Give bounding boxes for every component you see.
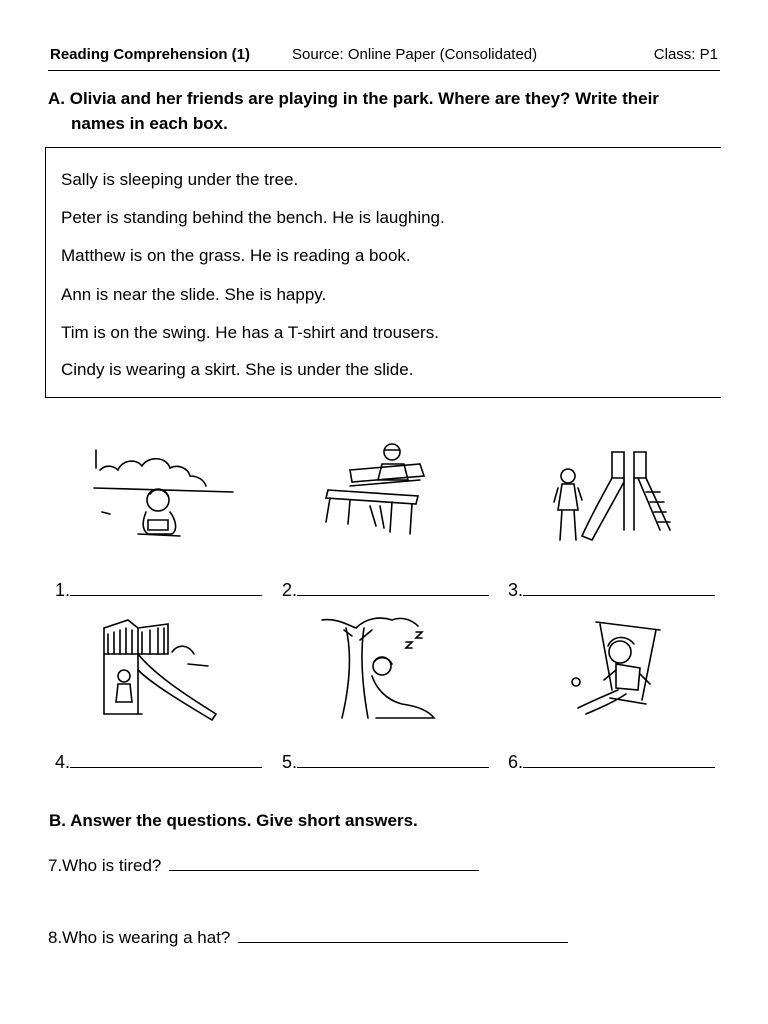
question-8-answer-line[interactable] <box>238 941 568 943</box>
girl-under-playground-slide-icon <box>98 614 223 724</box>
passage-sentence: Matthew is on the grass. He is reading a book. <box>61 246 411 265</box>
question-8 <box>48 928 568 948</box>
answer-line[interactable] <box>70 594 262 596</box>
worksheet-title: Reading Comprehension (1) <box>50 46 251 63</box>
answer-blank-1[interactable] <box>55 580 262 601</box>
section-b-heading: B. Answer the questions. Give short answers. <box>49 811 418 830</box>
worksheet-class: Class: P1 <box>653 46 718 63</box>
answer-blank-2[interactable] <box>282 580 489 601</box>
answer-number: 6. <box>508 752 524 772</box>
passage-sentence: Ann is near the slide. She is happy. <box>61 285 327 304</box>
answer-line[interactable] <box>297 766 489 768</box>
question-7 <box>48 856 479 876</box>
answer-number: 5. <box>282 752 298 772</box>
passage-sentence: Sally is sleeping under the tree. <box>61 170 299 189</box>
answer-line[interactable] <box>297 594 489 596</box>
question-7-answer-line[interactable] <box>169 869 479 871</box>
section-a-line1: A. Olivia and her friends are playing in the park. Where are they? Write their <box>48 89 659 108</box>
answer-number: 4. <box>55 752 71 772</box>
answer-blank-5[interactable] <box>282 752 489 773</box>
girl-near-slide-icon <box>548 444 673 544</box>
section-a-instructions <box>48 86 708 136</box>
question-8-text: 8.Who is wearing a hat? <box>48 928 231 947</box>
answer-number: 1. <box>55 580 71 600</box>
boy-reading-on-grass-icon <box>88 442 238 542</box>
answer-number: 3. <box>508 580 524 600</box>
girl-sleeping-under-tree-icon <box>316 614 441 724</box>
boy-on-swing-icon <box>560 614 670 724</box>
worksheet-source: Source: Online Paper (Consolidated) <box>292 46 538 63</box>
question-7-text: 7.Who is tired? <box>48 856 162 875</box>
passage-sentence: Peter is standing behind the bench. He is laughing. <box>61 208 445 227</box>
section-a-line2: names in each box. <box>71 114 228 133</box>
answer-blank-4[interactable] <box>55 752 262 773</box>
answer-line[interactable] <box>70 766 262 768</box>
answer-line[interactable] <box>523 766 715 768</box>
answer-line[interactable] <box>523 594 715 596</box>
boy-behind-bench-icon <box>320 440 430 545</box>
answer-number: 2. <box>282 580 298 600</box>
passage-sentence: Tim is on the swing. He has a T-shirt and trousers. <box>61 323 439 342</box>
page-header <box>48 44 720 71</box>
passage-sentence: Cindy is wearing a skirt. She is under the slide. <box>61 360 414 379</box>
reading-passage-box <box>45 147 721 398</box>
answer-blank-3[interactable] <box>508 580 715 601</box>
answer-blank-6[interactable] <box>508 752 715 773</box>
